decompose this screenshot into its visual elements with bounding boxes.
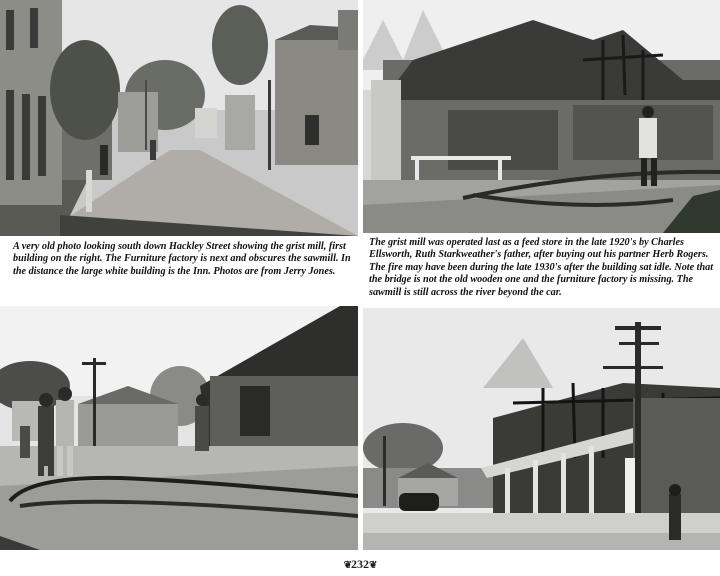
photo-hackley-street <box>0 0 358 236</box>
photo-grist-mill-fire <box>363 0 720 233</box>
page-number-text: 232 <box>351 557 369 571</box>
caption-hackley-street: A very old photo looking south down Hackley Street showing the grist mill, first building on the right. The Furniture factory is next and obscures the sawmill. In the distance the large white building is the Inn. Photos are from Jerry Jones. <box>13 241 351 277</box>
page-number <box>0 557 720 572</box>
photo-fire-street-onlookers <box>0 306 358 550</box>
ornament-left-icon: ❦ <box>343 560 351 571</box>
photo-burned-mill-utility-pole <box>363 308 720 550</box>
caption-grist-mill-fire: The grist mill was operated last as a feed store in the late 1920's by Charles Ellsworth, Ruth Starkweather's father, after buying out his partner Herb Rogers. The fire may have been during the late 1930's after the building sat idle. Note that the bridge is not the old wooden one and the furniture factory is missing. The sawmill is still across the river beyond the car. <box>369 237 714 298</box>
ornament-right-icon: ❦ <box>369 560 377 571</box>
